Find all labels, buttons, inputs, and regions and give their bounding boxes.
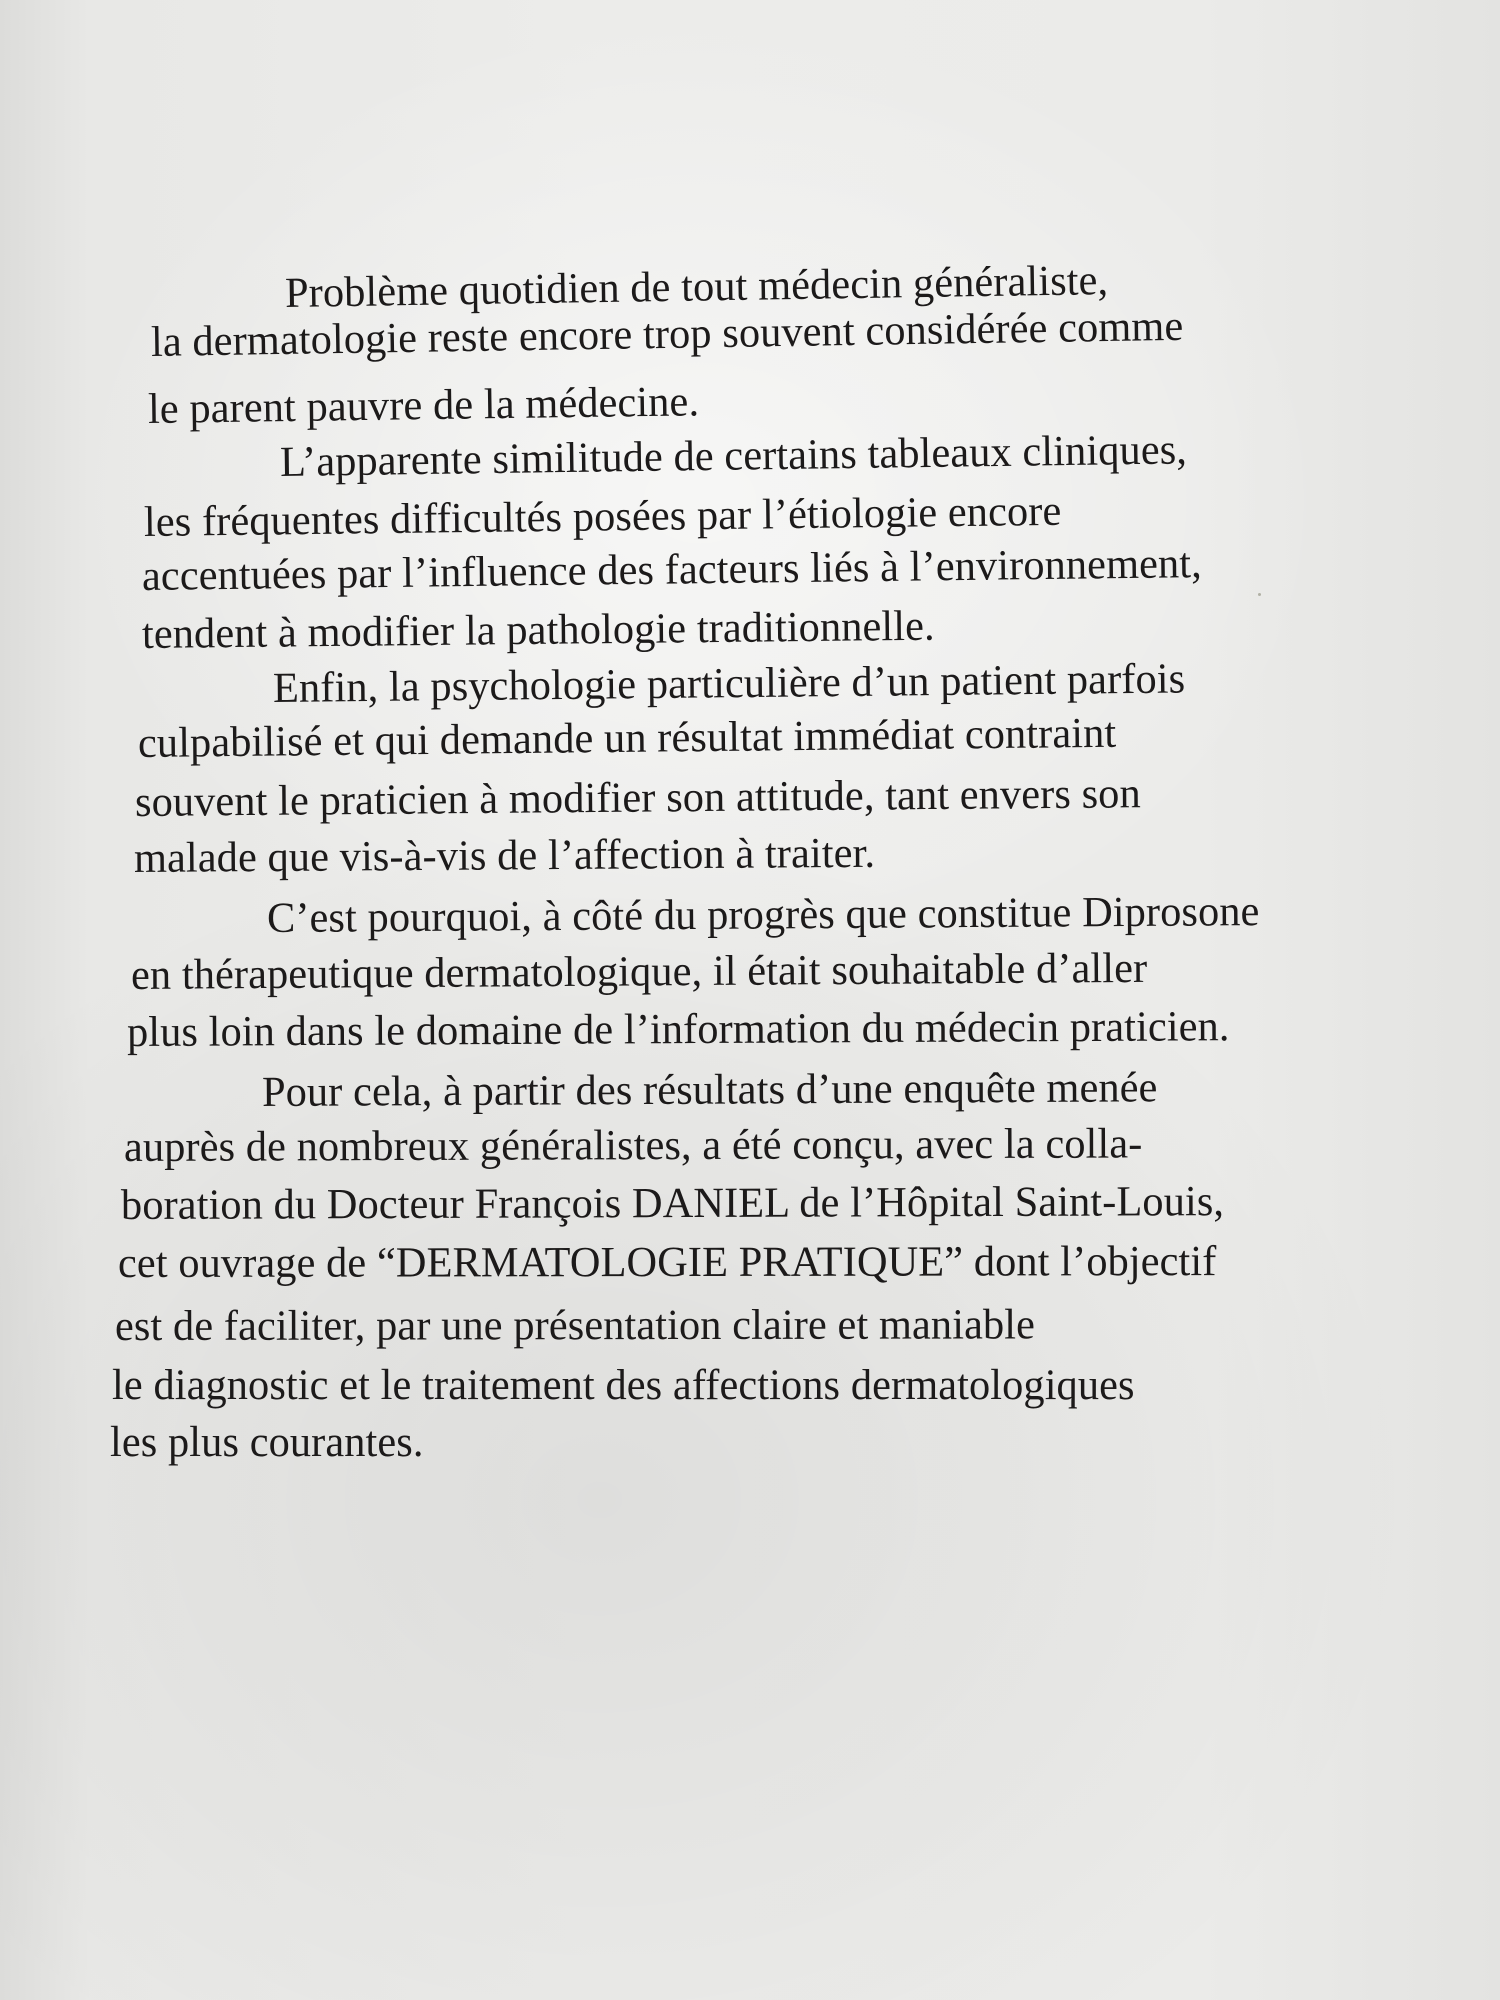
paragraph-2-line-4: tendent à modifier la pathologie traditionnelle. xyxy=(141,602,935,658)
paragraph-2-line-1: L’apparente similitude de certains tableaux cliniques, xyxy=(279,426,1188,486)
paragraph-5-line-7: les plus courantes. xyxy=(110,1419,424,1466)
paragraph-5-line-5: est de faciliter, par une présentation claire et maniable xyxy=(114,1301,1036,1350)
paragraph-2-line-2: les fréquentes difficultés posées par l’étiologie encore xyxy=(143,487,1062,546)
paragraph-4-line-1: C’est pourquoi, à côté du progrès que constitue Diprosone xyxy=(266,888,1260,942)
paragraph-5-line-2: auprès de nombreux généralistes, a été conçu, avec la colla- xyxy=(123,1120,1143,1171)
paragraph-3-line-1: Enfin, la psychologie particulière d’un patient parfois xyxy=(272,655,1186,712)
paragraph-1-line-1: Problème quotidien de tout médecin généraliste, xyxy=(284,257,1109,317)
paragraph-3-line-3: souvent le praticien à modifier son attitude, tant envers son xyxy=(134,770,1141,826)
paragraph-5-line-3: boration du Docteur François DANIEL de l’Hôpital Saint-Louis, xyxy=(120,1178,1225,1229)
paragraph-4-line-3: plus loin dans le domaine de l’information du médecin praticien. xyxy=(126,1003,1230,1056)
paragraph-5-line-6: le diagnostic et le traitement des affections dermatologiques xyxy=(112,1362,1135,1409)
paragraph-3-line-4: malade que vis-à-vis de l’affection à traiter. xyxy=(133,829,876,882)
paragraph-5-line-4: cet ouvrage de “DERMATOLOGIE PRATIQUE” dont l’objectif xyxy=(117,1238,1217,1287)
paper-speck xyxy=(1258,593,1261,596)
paragraph-1-line-2: la dermatologie reste encore trop souvent considérée comme xyxy=(150,302,1184,366)
paragraph-5-line-1: Pour cela, à partir des résultats d’une enquête menée xyxy=(261,1064,1158,1116)
paragraph-2-line-3: accentuées par l’influence des facteurs liés à l’environnement, xyxy=(141,540,1203,600)
paragraph-1-line-3: le parent pauvre de la médecine. xyxy=(147,378,700,433)
paragraph-4-line-2: en thérapeutique dermatologique, il était souhaitable d’aller xyxy=(130,944,1148,999)
paragraph-3-line-2: culpabilisé et qui demande un résultat immédiat contraint xyxy=(137,709,1117,767)
